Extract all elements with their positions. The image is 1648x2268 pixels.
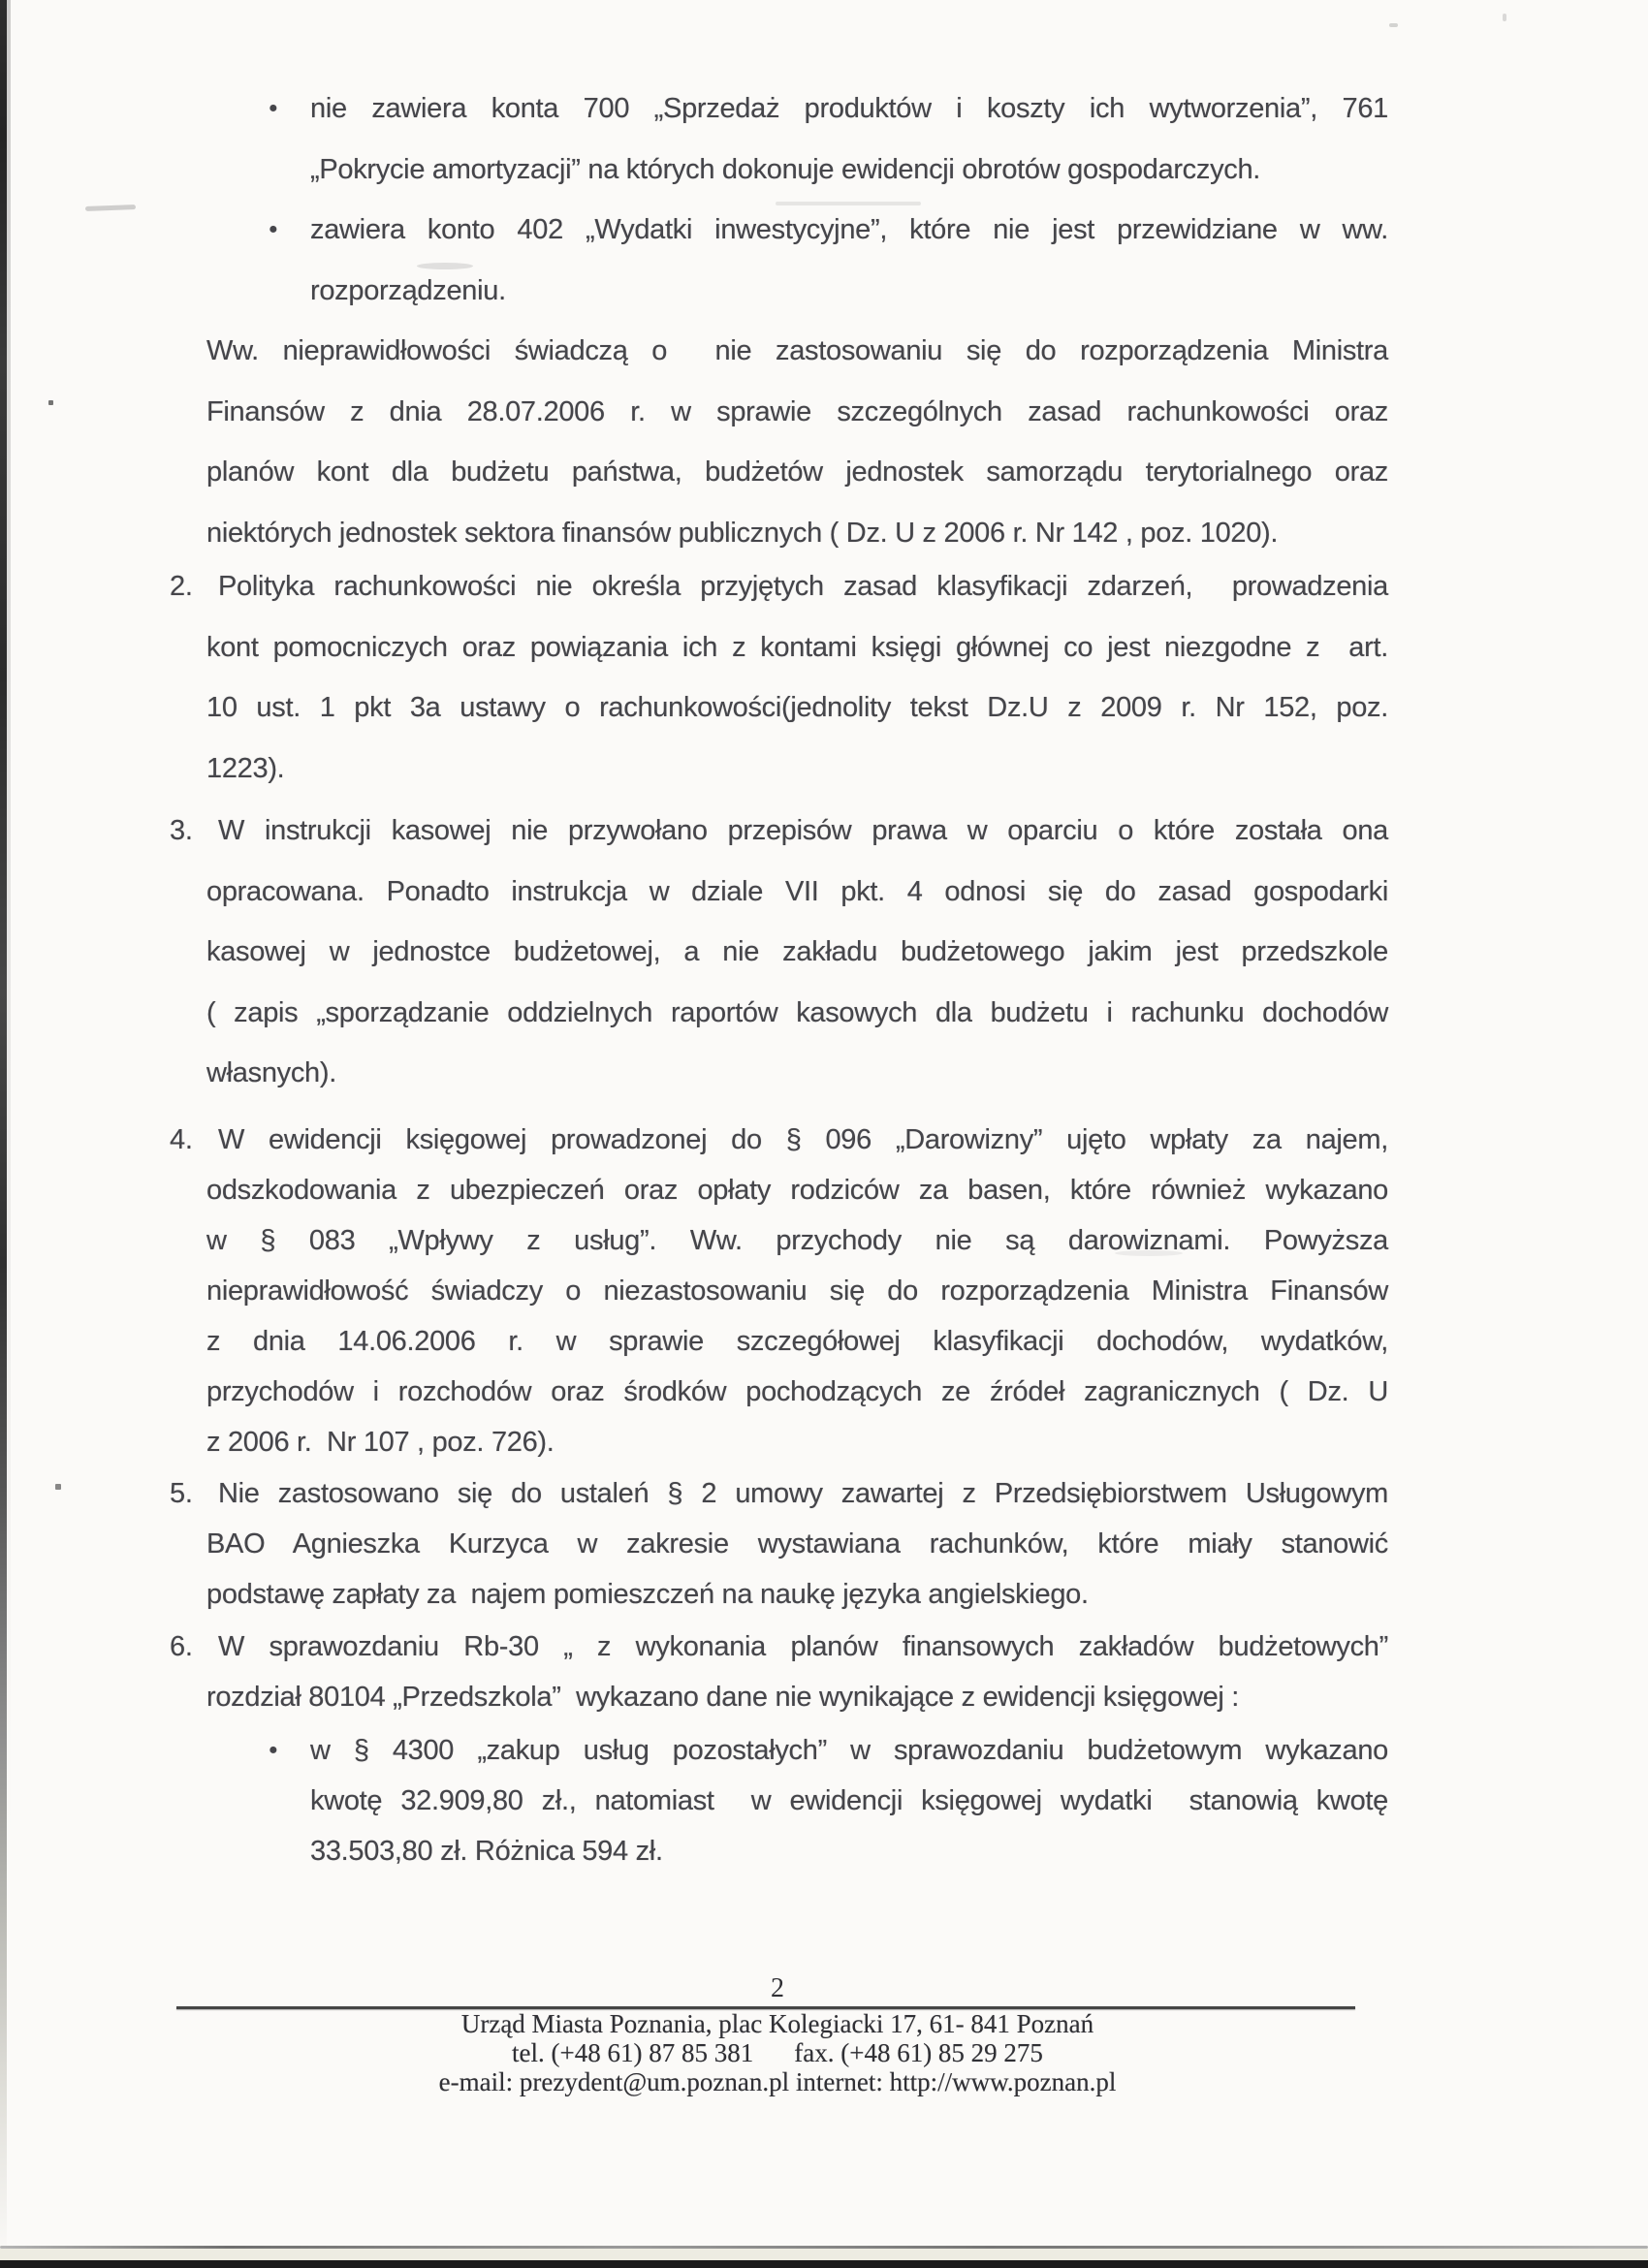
footer-address: Urząd Miasta Poznania, plac Kolegiacki 17, 61- 841 Poznań (460, 2009, 1094, 2038)
scan-artifact (1115, 1250, 1183, 1256)
text-line: BAO Agnieszka Kurzyca w zakresie wystawiana rachunków, które miały stanowić (206, 1528, 1388, 1559)
footer-email-internet: e-mail: prezydent@um.poznan.pl internet: http://www.poznan.pl (438, 2067, 1117, 2096)
text-line: 5. Nie zastosowano się do ustaleń § 2 umowy zawartej z Przedsiębiorstwem Usługowym (206, 1468, 1388, 1519)
numbered-item-6 (170, 1622, 1388, 1722)
document-body (0, 79, 1648, 1876)
bullet-icon: ● (269, 1741, 278, 1758)
text-line: opracowana. Ponadto instrukcja w dziale VII pkt. 4 odnosi się do zasad gospodarki (206, 875, 1388, 907)
paragraph-ww-nieprawidlowosci (206, 321, 1388, 563)
text-line: Ww. nieprawidłowości świadczą o nie zastosowaniu się do rozporządzenia Ministra (206, 335, 1388, 366)
scan-artifact (776, 202, 921, 205)
text-line: Finansów z dnia 28.07.2006 r. w sprawie szczególnych zasad rachunkowości oraz (206, 395, 1388, 427)
bullet-icon: ● (269, 100, 278, 116)
numbered-item-5 (170, 1468, 1388, 1620)
item-number: 6. (170, 1630, 193, 1662)
text-line: kwotę 32.909,80 zł., natomiast w ewidencji księgowej wydatki stanowią kwotę (310, 1784, 1388, 1816)
text-line: ● nie zawiera konta 700 „Sprzedaż produktów i koszty ich wytworzenia”, 761 (310, 79, 1388, 140)
text-line: ( zapis „sporządzanie oddzielnych raportów kasowych dla budżetu i rachunku dochodów (206, 996, 1388, 1028)
text-line: planów kont dla budżetu państwa, budżetów jednostek samorządu terytorialnego oraz (206, 457, 1388, 488)
text-line: w § 083 „Wpływy z usług”. Ww. przychody nie są darowiznami. Powyższa (206, 1224, 1388, 1256)
text-line: kont pomocniczych oraz powiązania ich z kontami księgi głównej co jest niezgodne z art. (206, 631, 1388, 663)
bullet-icon: ● (269, 221, 278, 237)
text-line: z 2006 r. Nr 107 , poz. 726). (206, 1426, 555, 1458)
scan-edge-bottom-bar (0, 2260, 1648, 2268)
text-line: 10 ust. 1 pkt 3a ustawy o rachunkowości(jednolity tekst Dz.U z 2009 r. Nr 152, poz. (206, 692, 1388, 723)
text-line: własnych). (206, 1057, 336, 1088)
text-line: niektórych jednostek sektora finansów publicznych ( Dz. U z 2006 r. Nr 142 , poz. 1020). (206, 517, 1279, 549)
text-line: podstawę zapłaty za najem pomieszczeń na naukę języka angielskiego. (206, 1578, 1089, 1610)
text-line: kasowej w jednostce budżetowej, a nie zakładu budżetowego jakim jest przedszkole (206, 936, 1388, 967)
scan-speck (55, 1484, 61, 1490)
bullet-item-konto-402 (269, 200, 1388, 321)
item-number: 3. (170, 815, 193, 846)
text-line: 2. Polityka rachunkowości nie określa przyjętych zasad klasyfikacji zdarzeń, prowadzenia (206, 556, 1388, 617)
numbered-item-3 (170, 801, 1388, 1104)
footer-fax: fax. (+48 61) 85 29 275 (794, 2038, 1043, 2067)
text-line: rozdział 80104 „Przedszkola” wykazano dane nie wynikające z ewidencji księgowej : (206, 1681, 1240, 1713)
sub-bullet-paragraf-4300 (269, 1725, 1388, 1876)
text-line: „Pokrycie amortyzacji” na których dokonuje ewidencji obrotów gospodarczych. (310, 153, 1261, 185)
text-line: z dnia 14.06.2006 r. w sprawie szczegółowej klasyfikacji dochodów, wydatków, (206, 1325, 1388, 1357)
text-line: odszkodowania z ubezpieczeń oraz opłaty rodziców za basen, które również wykazano (206, 1174, 1388, 1206)
text-line: 6. W sprawozdaniu Rb-30 „ z wykonania planów finansowych zakładów budżetowych” (206, 1622, 1388, 1672)
text-line: 4. W ewidencji księgowej prowadzonej do § 096 „Darowizny” ujęto wpłaty za najem, (206, 1115, 1388, 1165)
text-line: 33.503,80 zł. Różnica 594 zł. (310, 1835, 663, 1867)
text-line: ● w § 4300 „zakup usług pozostałych” w sprawozdaniu budżetowym wykazano (310, 1725, 1388, 1776)
text-line: przychodów i rozchodów oraz środków pochodzących ze źródeł zagranicznych ( Dz. U (206, 1375, 1388, 1407)
scan-speck (1503, 14, 1506, 21)
text-line: nieprawidłowość świadczy o niezastosowaniu się do rozporządzenia Ministra Finansów (206, 1275, 1388, 1307)
item-number: 5. (170, 1477, 193, 1509)
text-line: ● zawiera konto 402 „Wydatki inwestycyjne”, które nie jest przewidziane w ww. (310, 200, 1388, 261)
scan-speck (1389, 23, 1398, 27)
text-line: rozporządzeniu. (310, 274, 506, 306)
scan-speck (48, 400, 53, 405)
bullet-item-konto-700 (269, 79, 1388, 200)
text-line: 3. W instrukcji kasowej nie przywołano przepisów prawa w oparciu o które została ona (206, 801, 1388, 862)
numbered-item-4 (170, 1115, 1388, 1467)
footer-tel: tel. (+48 61) 87 85 381 (512, 2038, 754, 2067)
page-number: 2 (771, 1973, 784, 2003)
item-number: 2. (170, 571, 193, 602)
footer-tel-fax (176, 2038, 1379, 2067)
page-footer (176, 1971, 1379, 2096)
numbered-item-2 (170, 556, 1388, 799)
scan-edge-bottom-strip (0, 2249, 1648, 2260)
text-line: 1223). (206, 752, 285, 784)
scan-artifact (417, 263, 473, 269)
item-number: 4. (170, 1123, 193, 1155)
